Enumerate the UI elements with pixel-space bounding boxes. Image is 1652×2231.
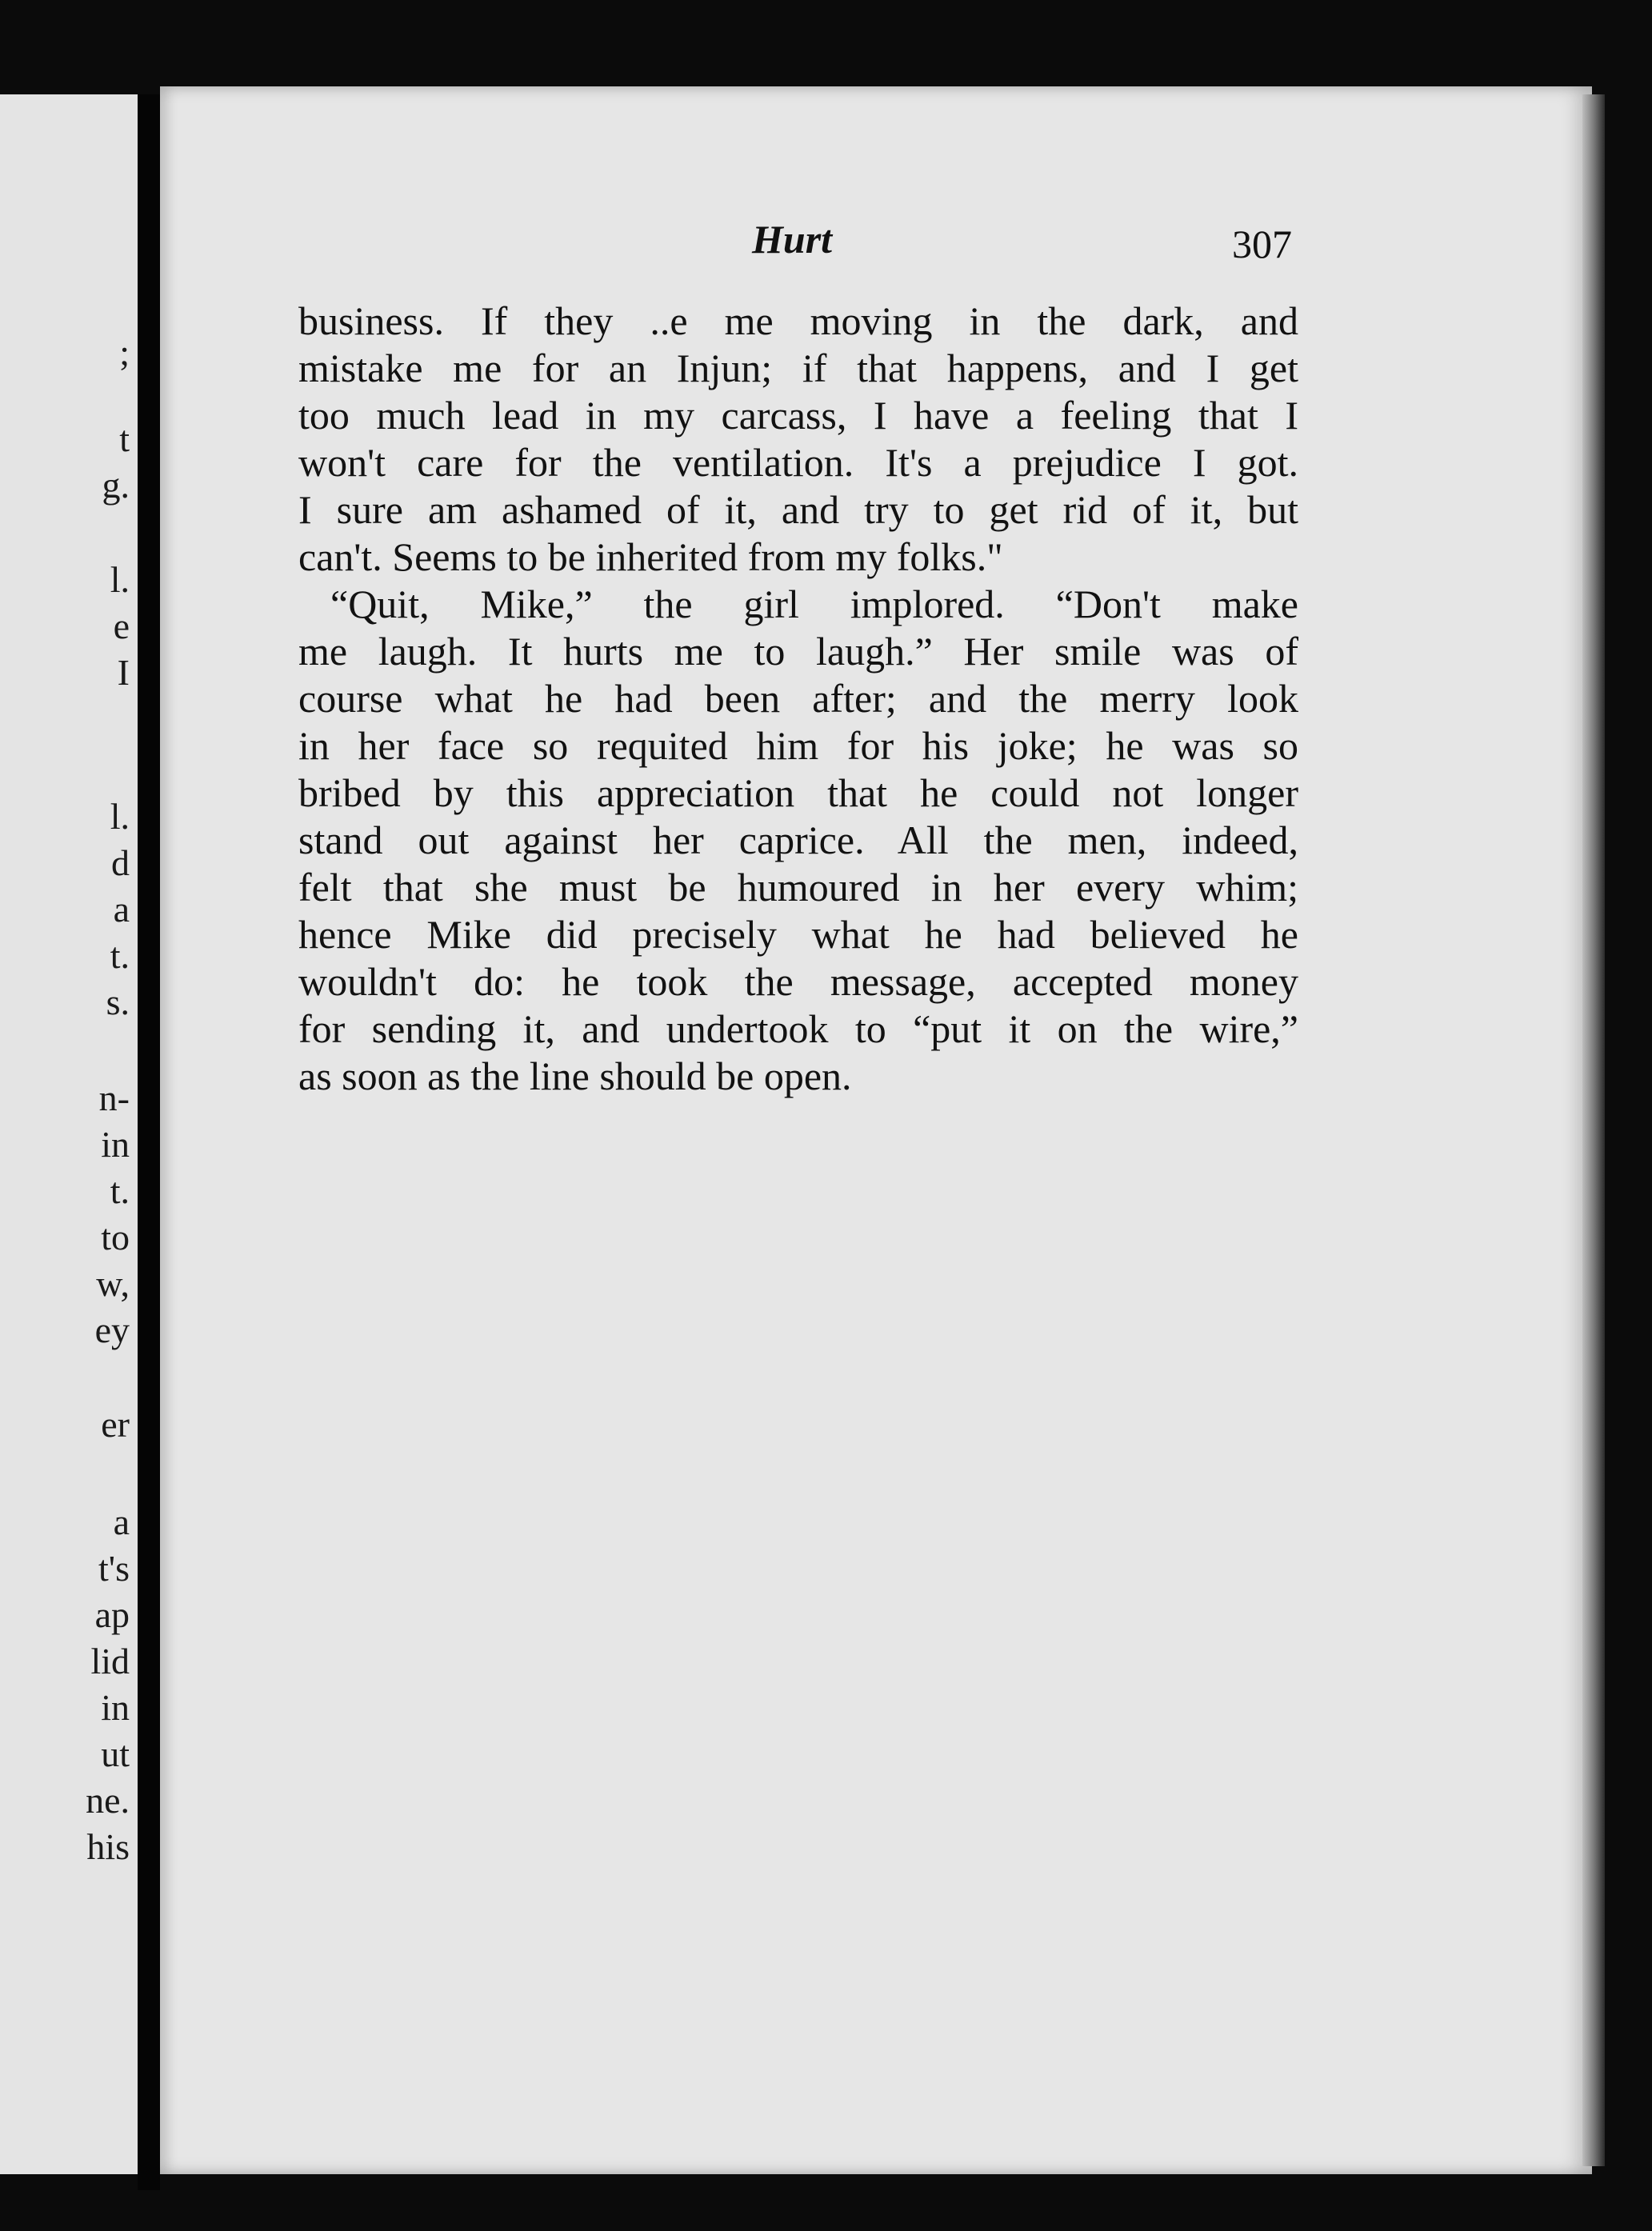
left-page-fragment: in	[101, 1124, 130, 1165]
left-page-fragment: to	[101, 1217, 130, 1257]
book-spine	[138, 94, 160, 2190]
left-page-fragment: s.	[106, 982, 130, 1022]
text-line: too much lead in my carcass, I have a feeling that I	[298, 393, 1298, 438]
left-page-fragment: a	[113, 889, 130, 930]
text-line: felt that she must be humoured in her every whim;	[298, 865, 1298, 910]
text-line: mistake me for an Injun; if that happens, and I get	[298, 346, 1298, 390]
left-page-fragment: t's	[98, 1548, 130, 1589]
text-line: for sending it, and undertook to “put it on the wire,”	[298, 1006, 1298, 1051]
text-line: business. If they ..e me moving in the dark, and	[298, 298, 1298, 343]
left-page-fragment: ne.	[86, 1780, 130, 1821]
left-page-fragment: n-	[98, 1078, 130, 1118]
left-page-fragment: er	[101, 1404, 130, 1445]
left-page-fragment: his	[86, 1826, 130, 1867]
left-page-fragment: l.	[110, 559, 130, 600]
text-line: bribed by this appreciation that he could not longer	[298, 770, 1298, 815]
left-page-fragment: t	[119, 418, 130, 459]
left-page	[0, 94, 138, 2174]
left-page-fragment: w,	[96, 1263, 130, 1304]
text-line: I sure am ashamed of it, and try to get rid of it, but	[298, 487, 1298, 532]
left-page-fragment: ut	[101, 1733, 130, 1774]
left-page-fragment: in	[101, 1687, 130, 1728]
left-page-fragment: t.	[110, 1170, 130, 1211]
text-line: me laugh. It hurts me to laugh.” Her smile was of	[298, 629, 1298, 674]
left-page-fragment: g.	[102, 465, 130, 506]
text-line: won't care for the ventilation. It's a prejudice I got.	[298, 440, 1298, 485]
text-line: in her face so requited him for his joke; he was so	[298, 723, 1298, 768]
left-page-fragment: ;	[119, 332, 130, 373]
running-title: Hurt	[752, 217, 833, 262]
left-page-fragment: a	[113, 1501, 130, 1542]
left-page-fragment: l.	[110, 796, 130, 837]
text-line: “Quit, Mike,” the girl implored. “Don't make	[330, 582, 1298, 626]
left-page-fragment: e	[113, 606, 130, 646]
left-page-fragment: lid	[90, 1641, 130, 1681]
page-number: 307	[1232, 222, 1292, 266]
left-page-fragment: ap	[94, 1594, 130, 1635]
text-line: can't. Seems to be inherited from my folks."	[298, 534, 1003, 579]
text-line: stand out against her caprice. All the men, indeed,	[298, 818, 1298, 862]
left-page-fragment: t.	[110, 935, 130, 976]
left-page-fragment: d	[111, 842, 130, 883]
left-page-fragment: ey	[94, 1309, 130, 1350]
text-line: as soon as the line should be open.	[298, 1054, 852, 1098]
page-edge	[1582, 94, 1605, 2166]
text-line: hence Mike did precisely what he had believed he	[298, 912, 1298, 957]
left-page-fragment: I	[117, 652, 130, 693]
text-line: wouldn't do: he took the message, accepted money	[298, 959, 1298, 1004]
text-line: course what he had been after; and the merry look	[298, 676, 1298, 721]
